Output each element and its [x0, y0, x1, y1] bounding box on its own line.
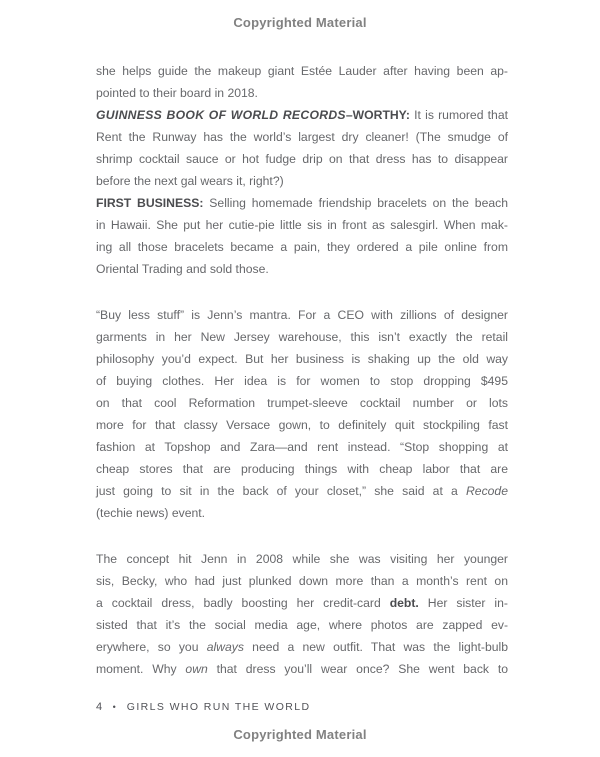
bold-text-run: debt. — [389, 596, 419, 610]
text-run: erywhere, so you — [96, 640, 207, 654]
text-line — [96, 636, 508, 658]
bold-italic-text-run: GUINNESS BOOK OF WORLD RECORDS — [96, 108, 346, 122]
text-run: Her sister in- — [418, 596, 508, 610]
text-run: of buying clothes. Her idea is for women to stop dropping $495 — [96, 374, 508, 388]
text-run: fashion at Topshop and Zara—and rent instead. “Stop shopping at — [96, 440, 508, 454]
text-run: that dress you’ll wear once? She went back to — [207, 662, 508, 676]
text-run: shrimp cocktail sauce or hot fudge drip on that dress has to disappear — [96, 152, 508, 166]
italic-text-run: own — [185, 662, 208, 676]
text-run: (techie news) event. — [96, 506, 206, 520]
text-line — [96, 592, 508, 614]
paragraph — [96, 60, 508, 104]
text-line — [96, 236, 508, 258]
body-text — [96, 60, 508, 680]
bold-text-run: –WORTHY: — [345, 108, 410, 122]
text-line — [96, 548, 508, 570]
text-line — [96, 614, 508, 636]
text-run: on that cool Reformation trumpet-sleeve cocktail number or lots — [96, 396, 508, 410]
bullet-separator-icon: • — [112, 702, 116, 712]
text-run: in Hawaii. She put her cutie-pie little sis in front as salesgirl. When mak- — [96, 218, 508, 232]
text-run: she helps guide the makeup giant Estée Lauder after having been ap- — [96, 64, 508, 78]
paragraph — [96, 304, 508, 524]
italic-text-run: always — [206, 640, 244, 654]
text-line — [96, 370, 508, 392]
text-run: philosophy you’d expect. But her business is shaking up the old way — [96, 352, 508, 366]
text-line — [96, 192, 508, 214]
text-line — [96, 502, 508, 524]
text-run: a cocktail dress, badly boosting her credit-card — [96, 596, 390, 610]
text-line — [96, 392, 508, 414]
text-line — [96, 148, 508, 170]
text-line — [96, 304, 508, 326]
paragraph — [96, 548, 508, 680]
text-run: before the next gal wears it, right?) — [96, 174, 284, 188]
text-line — [96, 258, 508, 280]
copyright-notice-bottom: Copyrighted Material — [233, 727, 367, 742]
italic-text-run: Recode — [465, 484, 508, 498]
text-line — [96, 104, 508, 126]
text-line — [96, 348, 508, 370]
text-run: Selling homemade friendship bracelets on the beach — [203, 196, 508, 210]
text-line — [96, 126, 508, 148]
text-run: cheap stores that are producing things with cheap labor that are — [96, 462, 508, 476]
text-line — [96, 480, 508, 502]
text-run: need a new outfit. That was the light-bulb — [243, 640, 508, 654]
text-run: It is rumored that — [409, 108, 508, 122]
paragraph — [96, 192, 508, 280]
text-run: Oriental Trading and sold those. — [96, 262, 269, 276]
text-line — [96, 60, 508, 82]
running-book-title: GIRLS WHO RUN THE WORLD — [126, 701, 311, 713]
text-run: pointed to their board in 2018. — [96, 86, 258, 100]
text-run: sisted that it’s the social media age, where photos are zapped ev- — [96, 618, 508, 632]
text-line — [96, 82, 508, 104]
page-footer — [96, 701, 310, 713]
text-line — [96, 436, 508, 458]
text-line — [96, 570, 508, 592]
text-line — [96, 170, 508, 192]
text-run: moment. Why — [96, 662, 186, 676]
text-line — [96, 326, 508, 348]
text-run: “Buy less stuff” is Jenn’s mantra. For a CEO with zillions of designer — [96, 308, 508, 322]
bold-text-run: FIRST BUSINESS: — [96, 196, 204, 210]
copyright-notice-top: Copyrighted Material — [233, 15, 367, 30]
text-line — [96, 414, 508, 436]
text-run: garments in her New Jersey warehouse, this isn’t exactly the retail — [96, 330, 508, 344]
text-run: more for that classy Versace gown, to definitely quit stockpiling fast — [96, 418, 508, 432]
text-line — [96, 214, 508, 236]
text-line — [96, 658, 508, 680]
text-run: sis, Becky, who had just plunked down more than a month’s rent on — [96, 574, 508, 588]
text-run: just going to sit in the back of your closet,” she said at a — [96, 484, 466, 498]
paragraph — [96, 104, 508, 192]
text-run: Rent the Runway has the world’s largest dry cleaner! (The smudge of — [96, 130, 508, 144]
text-run: The concept hit Jenn in 2008 while she was visiting her younger — [96, 552, 508, 566]
text-run: ing all those bracelets became a pain, they ordered a pile online from — [96, 240, 508, 254]
text-line — [96, 458, 508, 480]
page-number: 4 — [96, 701, 103, 713]
